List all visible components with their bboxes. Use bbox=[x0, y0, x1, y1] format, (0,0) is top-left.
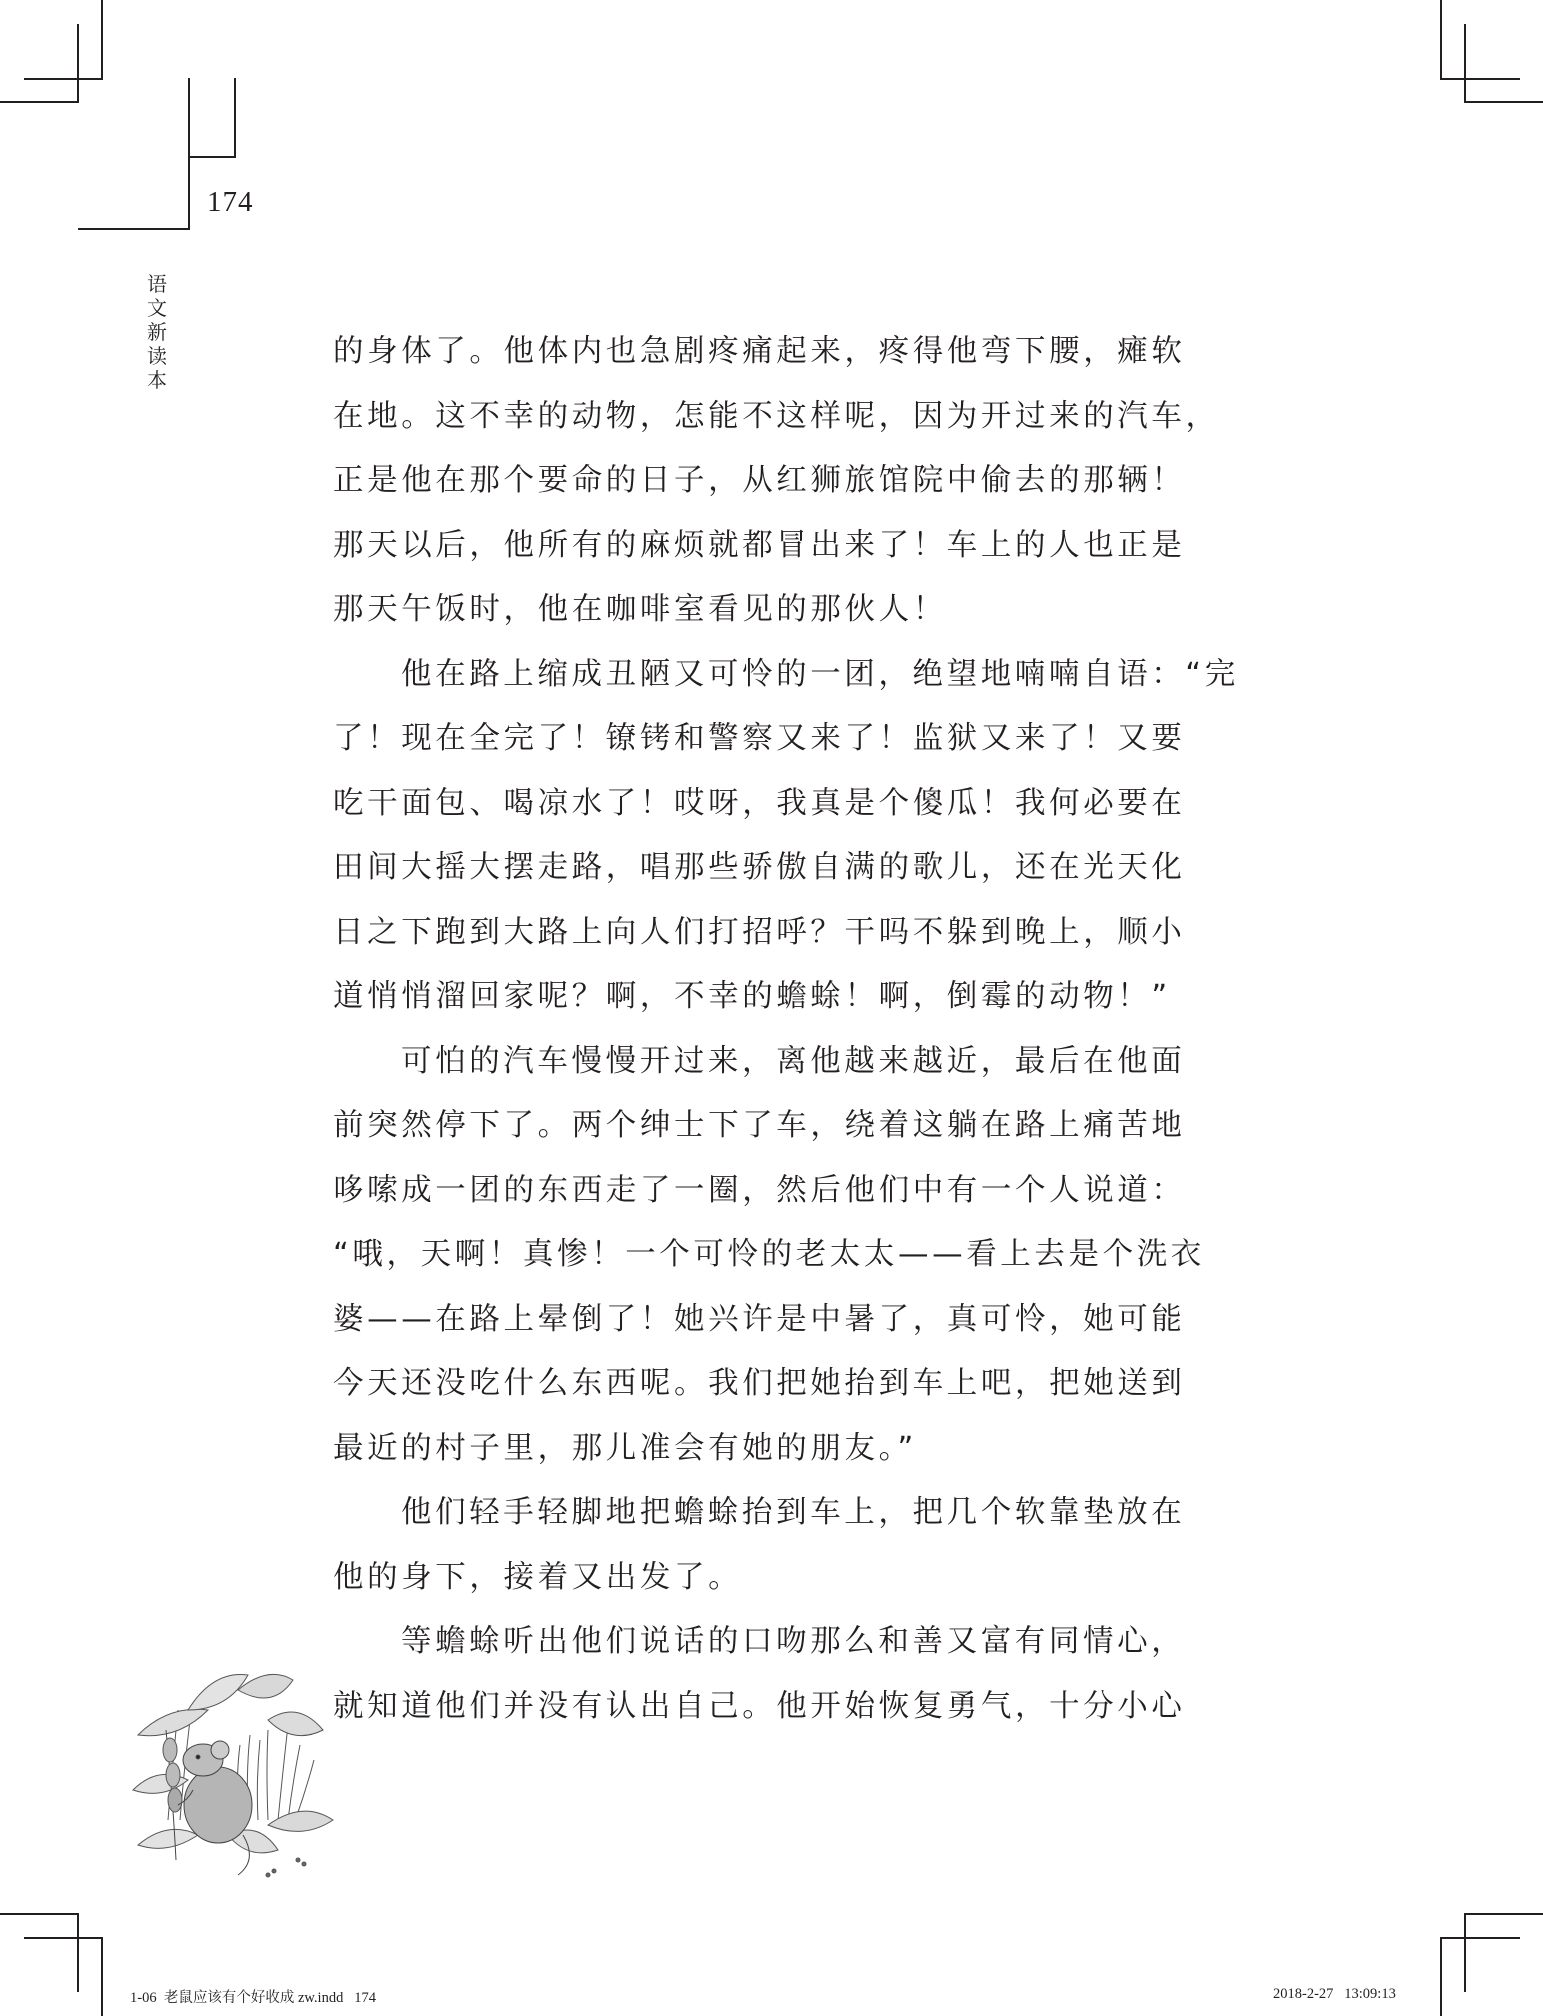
running-title-char: 读 bbox=[147, 344, 167, 368]
crop-mark bbox=[77, 1913, 79, 1992]
paragraph bbox=[333, 643, 1239, 1030]
text-line: 前突然停下了。两个绅士下了车，绕着这躺在路上痛苦地 bbox=[333, 1108, 1186, 1143]
crop-mark bbox=[1440, 1937, 1442, 2016]
crop-mark bbox=[1464, 1913, 1466, 1992]
paragraph bbox=[333, 1030, 1205, 1482]
crop-mark bbox=[101, 0, 103, 79]
paragraph bbox=[333, 1481, 1191, 1610]
text-line: 他们轻手轻脚地把蟾蜍抬到车上，把几个软靠垫放在 bbox=[401, 1495, 1186, 1530]
running-title-vertical bbox=[145, 272, 169, 392]
text-line: 婆——在路上晕倒了！她兴许是中暑了，真可怜，她可能 bbox=[333, 1301, 1186, 1337]
footer-file-info: 1-06 老鼠应该有个好收成 zw.indd 174 bbox=[130, 1990, 376, 2006]
text-line: 就知道他们并没有认出自己。他开始恢复勇气，十分小心 bbox=[333, 1688, 1186, 1724]
text-line: “哦，天啊！真惨！一个可怜的老太太——看上去是个洗衣 bbox=[333, 1237, 1205, 1272]
text-line: 在地。这不幸的动物，怎能不这样呢，因为开过来的汽车， bbox=[333, 398, 1220, 434]
running-title-char: 新 bbox=[147, 320, 167, 344]
text-line: 他的身下，接着又出发了。 bbox=[333, 1559, 743, 1595]
crop-mark bbox=[1464, 101, 1543, 103]
crop-mark bbox=[0, 1913, 79, 1915]
text-line: 最近的村子里，那儿准会有她的朋友。” bbox=[333, 1430, 917, 1466]
paragraph bbox=[333, 1610, 1191, 1739]
crop-mark bbox=[24, 78, 103, 80]
header-rule bbox=[188, 156, 236, 158]
body-text bbox=[333, 320, 1239, 1739]
crop-mark bbox=[1440, 0, 1442, 79]
crop-mark bbox=[101, 1937, 103, 2016]
text-line: 的身体了。他体内也急剧疼痛起来，疼得他弯下腰，瘫软 bbox=[333, 334, 1186, 369]
crop-mark bbox=[24, 1937, 103, 1939]
text-line: 那天以后，他所有的麻烦就都冒出来了！车上的人也正是 bbox=[333, 527, 1186, 563]
header-rule bbox=[234, 78, 236, 158]
text-line: 可怕的汽车慢慢开过来，离他越来越近，最后在他面 bbox=[401, 1043, 1186, 1079]
running-title-char: 文 bbox=[147, 296, 167, 320]
text-line: 等蟾蜍听出他们说话的口吻那么和善又富有同情心， bbox=[401, 1624, 1186, 1659]
header-rule bbox=[188, 78, 190, 230]
text-line: 哆嗦成一团的东西走了一圈，然后他们中有一个人说道： bbox=[333, 1172, 1186, 1208]
text-line: 了！现在全完了！镣铐和警察又来了！监狱又来了！又要 bbox=[333, 721, 1186, 756]
text-line: 正是他在那个要命的日子，从红狮旅馆院中偷去的那辆！ bbox=[333, 463, 1186, 498]
text-line: 今天还没吃什么东西呢。我们把她抬到车上吧，把她送到 bbox=[333, 1366, 1186, 1401]
text-line: 吃干面包、喝凉水了！哎呀，我真是个傻瓜！我何必要在 bbox=[333, 785, 1186, 821]
text-line: 道悄悄溜回家呢？啊，不幸的蟾蜍！啊，倒霉的动物！” bbox=[333, 979, 1171, 1014]
header-rule bbox=[78, 228, 190, 230]
running-title-char: 本 bbox=[147, 368, 167, 392]
crop-mark bbox=[77, 24, 79, 103]
crop-mark bbox=[1440, 78, 1520, 80]
text-line: 日之下跑到大路上向人们打招呼？干吗不躲到晚上，顺小 bbox=[333, 914, 1186, 950]
footer-timestamp: 2018-2-27 13:09:13 bbox=[1273, 1986, 1396, 2002]
text-line: 他在路上缩成丑陋又可怜的一团，绝望地喃喃自语：“完 bbox=[401, 656, 1239, 692]
crop-mark bbox=[1464, 1913, 1543, 1915]
mouse-sketch-icon bbox=[118, 1650, 338, 1880]
running-title-char: 语 bbox=[147, 272, 167, 296]
crop-mark bbox=[1464, 24, 1466, 103]
text-line: 那天午饭时，他在咖啡室看见的那伙人！ bbox=[333, 592, 947, 627]
mouse-illustration bbox=[118, 1650, 338, 1880]
text-line: 田间大摇大摆走路，唱那些骄傲自满的歌儿，还在光天化 bbox=[333, 850, 1186, 885]
crop-mark bbox=[1440, 1937, 1520, 1939]
page-number: 174 bbox=[207, 186, 254, 218]
paragraph bbox=[333, 320, 1220, 643]
crop-mark bbox=[0, 101, 79, 103]
